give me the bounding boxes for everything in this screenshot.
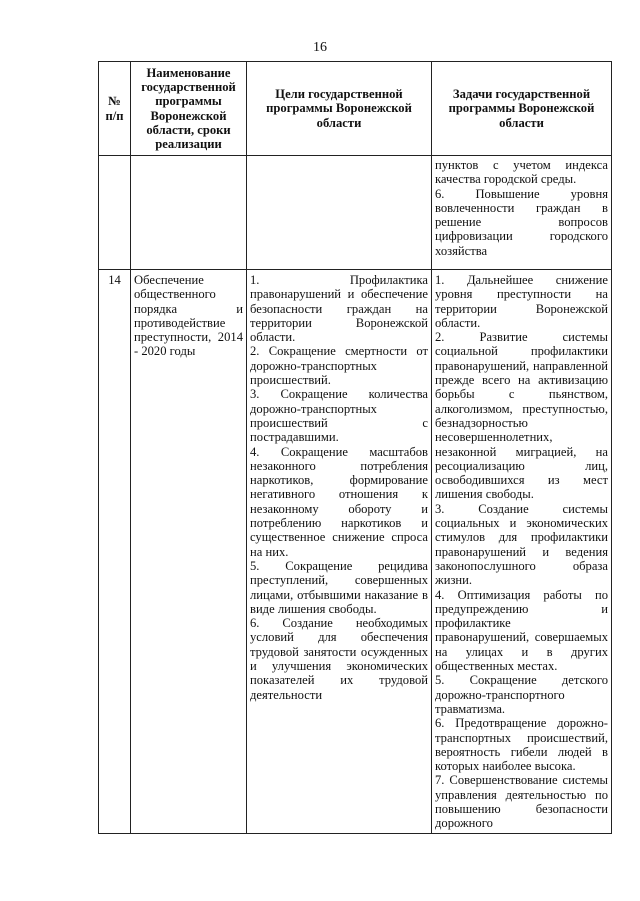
cont-task-item: 6. Повышение уровня вовлеченности граждан в решение вопросов цифровизации городского хозяйства xyxy=(435,186,608,258)
goal-item: 1. Профилактика правонарушений и обеспечение безопасности граждан на территории Воронежской области. xyxy=(250,273,428,345)
programs-table xyxy=(98,61,612,834)
goal-item: 3. Сокращение количества дорожно-транспортных происшествий с пострадавшими. xyxy=(250,387,428,445)
cont-name-cell xyxy=(131,156,247,270)
task-item: 2. Развитие системы социальной профилактики правонарушений, направленной прежде всего на активизацию борьбы с пьянством, алкоголизмом, преступностью, безнадзорностью несовершеннолетних, незаконной миграцией, на ресоциализацию лиц, освободившихся из мест лишения свободы. xyxy=(435,330,608,502)
goal-item: 5. Сокращение рецидива преступлений, совершенных лицами, отбывшими наказание в виде лишения свободы. xyxy=(250,558,428,616)
task-item: 7. Совершенствование системы управления деятельностью по повышению безопасности дорожного xyxy=(435,773,608,831)
continuation-row xyxy=(99,156,612,270)
tasks-cell xyxy=(432,270,612,834)
page-number: 16 xyxy=(313,40,327,55)
program-name: Обеспечение общественного порядка и противодействие преступности, 2014 - 2020 годы xyxy=(131,270,247,834)
goal-item: 6. Создание необходимых условий для обеспечения трудовой занятости осужденных и улучшения экономических показателей их трудовой деятельности xyxy=(250,616,428,702)
header-num: № п/п xyxy=(99,62,131,156)
table-header-row xyxy=(99,62,612,156)
table-row xyxy=(99,270,612,834)
cont-tasks-cell xyxy=(432,156,612,270)
task-item: 1. Дальнейшее снижение уровня преступности на территории Воронежской области. xyxy=(435,273,608,330)
goals-cell xyxy=(247,270,432,834)
goal-item: 2. Сокращение смертности от дорожно-транспортных происшествий. xyxy=(250,344,428,388)
task-item: 6. Предотвращение дорожно-транспортных происшествий, вероятность гибели людей в которых наиболее высока. xyxy=(435,716,608,774)
cont-goals-cell xyxy=(247,156,432,270)
goal-item: 4. Сокращение масштабов незаконного потребления наркотиков, формирование негативного отношения к незаконному обороту и потреблению наркотиков и существенное снижение спроса на них. xyxy=(250,444,428,559)
row-number: 14 xyxy=(99,270,131,834)
header-tasks: Задачи государственной программы Воронежской области xyxy=(432,62,612,156)
task-item: 3. Создание системы социальных и экономических стимулов для профилактики правонарушений и ведения законопослушного образа жизни. xyxy=(435,501,608,588)
task-item: 5. Сокращение детского дорожно-транспортного травматизма. xyxy=(435,673,608,716)
cont-num-cell xyxy=(99,156,131,270)
task-item: 4. Оптимизация работы по предупреждению и профилактике правонарушений, совершаемых на улицах и в других общественных местах. xyxy=(435,587,608,674)
header-program-name: Наименование государственной программы Воронежской области, сроки реализации xyxy=(131,62,247,156)
header-goals: Цели государственной программы Воронежской области xyxy=(247,62,432,156)
cont-task-item: пунктов с учетом индекса качества городской среды. xyxy=(435,158,608,187)
